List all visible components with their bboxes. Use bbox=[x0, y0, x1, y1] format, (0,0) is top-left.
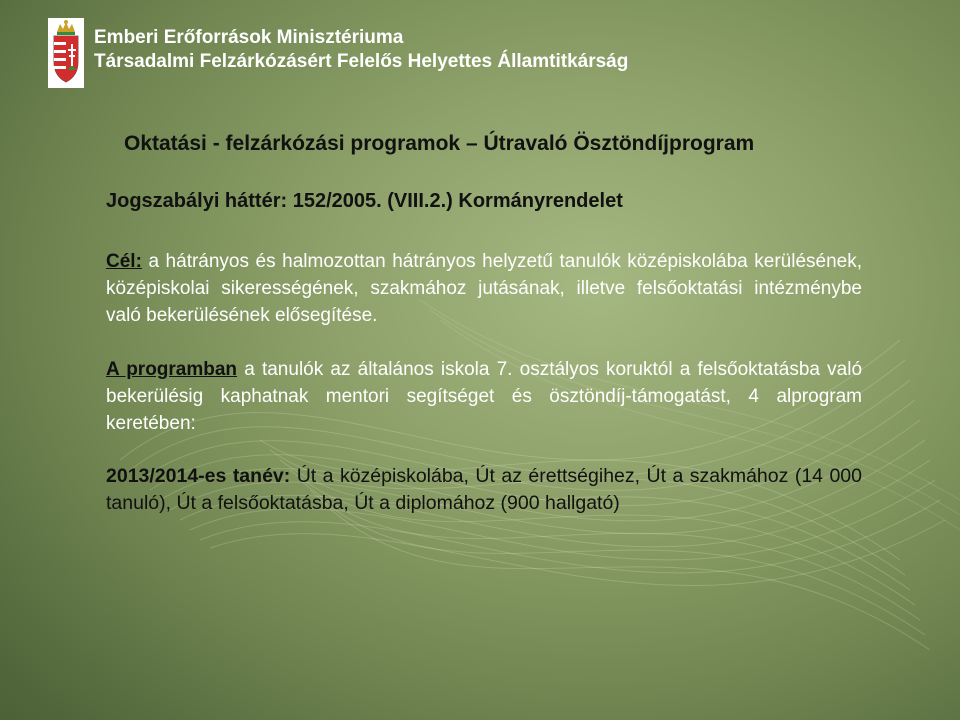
goal-label: Cél: bbox=[106, 251, 142, 272]
school-year-paragraph bbox=[106, 463, 862, 517]
ministry-name: Emberi Erőforrások Minisztériuma bbox=[94, 27, 404, 48]
program-paragraph bbox=[106, 356, 862, 437]
secretariat-name: Társadalmi Felzárkózásért Felelős Helyettes Államtitkárság bbox=[94, 51, 629, 72]
goal-paragraph bbox=[106, 248, 862, 329]
school-year-label: 2013/2014-es tanév: bbox=[106, 465, 291, 487]
coat-of-arms-icon bbox=[48, 18, 84, 88]
goal-text: a hátrányos és halmozottan hátrányos helyzetű tanulók középiskolába kerülésének, középiskolai sikerességének, szakmához jutásának, illetve felsőoktatási intézménybe való bekerülésének elősegítése. bbox=[106, 251, 862, 326]
header bbox=[48, 18, 628, 88]
school-year-text: Út a középiskolába, Út az érettségihez, Út a szakmához (14 000 tanuló), Út a felsőoktatásba, Út a diplomához (900 hallgató) bbox=[106, 465, 862, 514]
legal-basis: Jogszabályi háttér: 152/2005. (VIII.2.) Kormányrendelet bbox=[106, 190, 623, 212]
page-title: Oktatási - felzárkózási programok – Útravaló Ösztöndíjprogram bbox=[124, 132, 755, 155]
program-label: A programban bbox=[106, 359, 238, 380]
program-text: a tanulók az általános iskola 7. osztályos koruktól a felsőoktatásba való bekerülésig kaphatnak mentori segítséget és ösztöndíj-támogatást, 4 alprogram keretében: bbox=[106, 359, 863, 434]
